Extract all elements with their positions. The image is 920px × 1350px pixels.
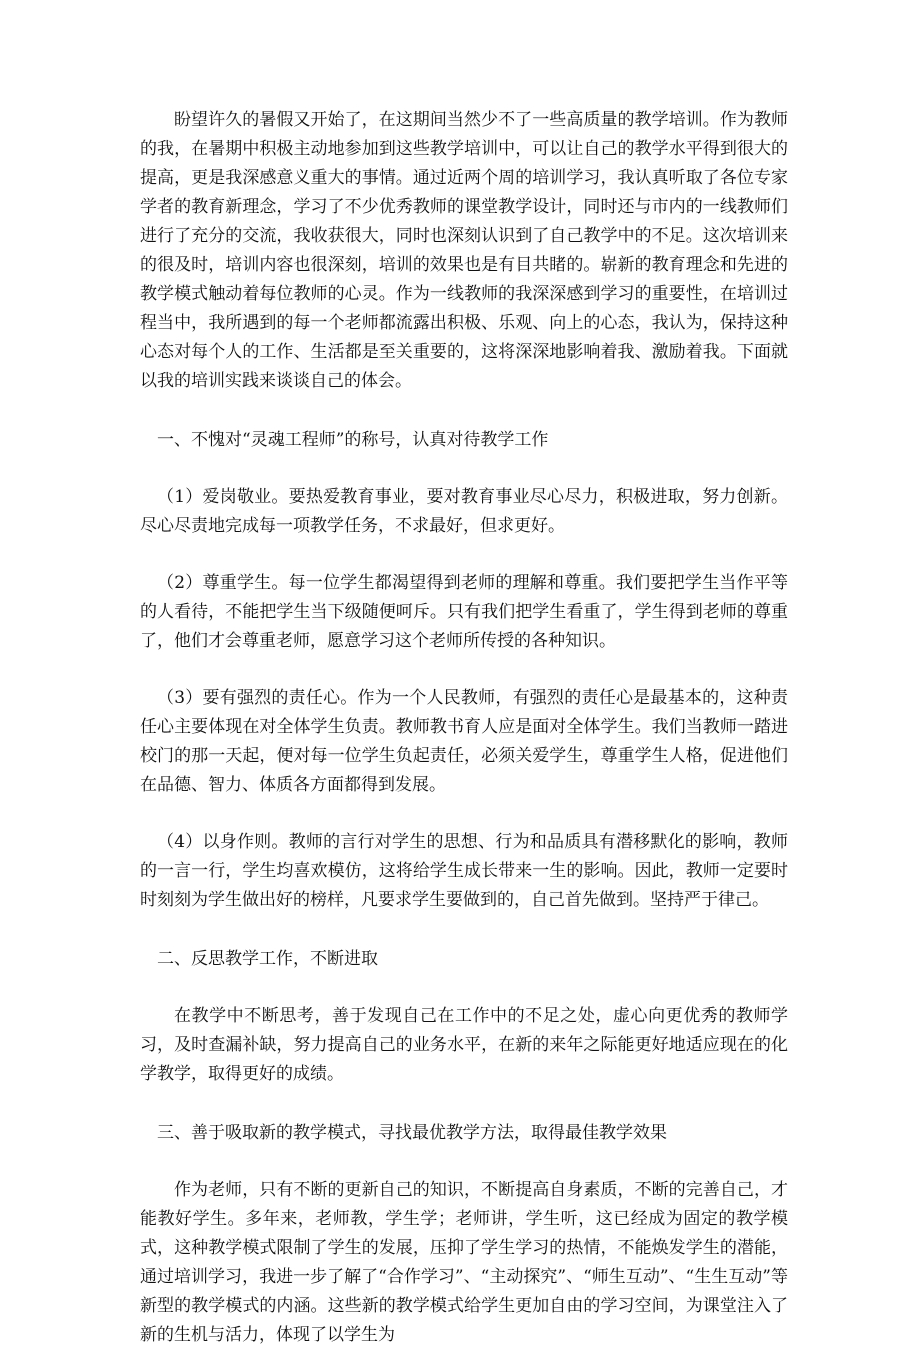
section-paragraph-3: 作为老师，只有不断的更新自己的知识，不断提高自身素质，不断的完善自己，才能教好学生。多年来，老师教，学生学；老师讲，学生听，这已经成为固定的教学模式，这种教学模式限制了学生的发展，压抑了学生学习的热情，不能焕发学生的潜能，通过培训学习，我进一步了解了“合作学习”、“主动探究”、“师生互动”、“生生互动”等新型的教学模式的内涵。这些新的教学模式给学生更加自由的学习空间，为课堂注入了新的生机与活力，体现了以学生为	[140, 1180, 788, 1345]
section-heading-1: 一、不愧对“灵魂工程师”的称号，认真对待教学工作	[157, 430, 549, 450]
section-heading-2: 二、反思教学工作，不断进取	[157, 949, 378, 969]
list-item-1: （1）爱岗敬业。要热爱教育事业，要对教育事业尽心尽力，积极进取，努力创新。尽心尽责地完成每一项教学任务，不求最好，但求更好。	[140, 487, 788, 536]
list-item-4: （4）以身作则。教师的言行对学生的思想、行为和品质具有潜移默化的影响，教师的一言一行，学生均喜欢模仿，这将给学生成长带来一生的影响。因此，教师一定要时时刻刻为学生做出好的榜样，凡要求学生要做到的，自己首先做到。坚持严于律己。	[140, 832, 788, 910]
section-paragraph-2: 在教学中不断思考，善于发现自己在工作中的不足之处，虚心向更优秀的教师学习，及时查漏补缺，努力提高自己的业务水平，在新的来年之际能更好地适应现在的化学教学，取得更好的成绩。	[140, 1006, 788, 1084]
list-item-2: （2）尊重学生。每一位学生都渴望得到老师的理解和尊重。我们要把学生当作平等的人看待，不能把学生当下级随便呵斥。只有我们把学生看重了，学生得到老师的尊重了，他们才会尊重老师，愿意学习这个老师所传授的各种知识。	[140, 573, 788, 651]
intro-paragraph: 盼望许久的暑假又开始了，在这期间当然少不了一些高质量的教学培训。作为教师的我，在暑期中积极主动地参加到这些教学培训中，可以让自己的教学水平得到很大的提高，更是我深感意义重大的事情。通过近两个周的培训学习，我认真听取了各位专家学者的教育新理念，学习了不少优秀教师的课堂教学设计，同时还与市内的一线教师们进行了充分的交流，我收获很大，同时也深刻认识到了自己教学中的不足。这次培训来的很及时，培训内容也很深刻，培训的效果也是有目共睹的。崭新的教育理念和先进的教学模式触动着每位教师的心灵。作为一线教师的我深深感到学习的重要性，在培训过程当中，我所遇到的每一个老师都流露出积极、乐观、向上的心态，我认为，保持这种心态对每个人的工作、生活都是至关重要的，这将深深地影响着我、激励着我。下面就以我的培训实践来谈谈自己的体会。	[140, 110, 788, 391]
section-heading-3: 三、善于吸取新的教学模式，寻找最优教学方法，取得最佳教学效果	[157, 1123, 667, 1143]
list-item-3: （3）要有强烈的责任心。作为一个人民教师，有强烈的责任心是最基本的，这种责任心主要体现在对全体学生负责。教师教书育人应是面对全体学生。我们当教师一踏进校门的那一天起，便对每一位学生负起责任，必须关爱学生，尊重学生人格，促进他们在品德、智力、体质各方面都得到发展。	[140, 688, 788, 795]
document-body	[140, 106, 788, 1350]
